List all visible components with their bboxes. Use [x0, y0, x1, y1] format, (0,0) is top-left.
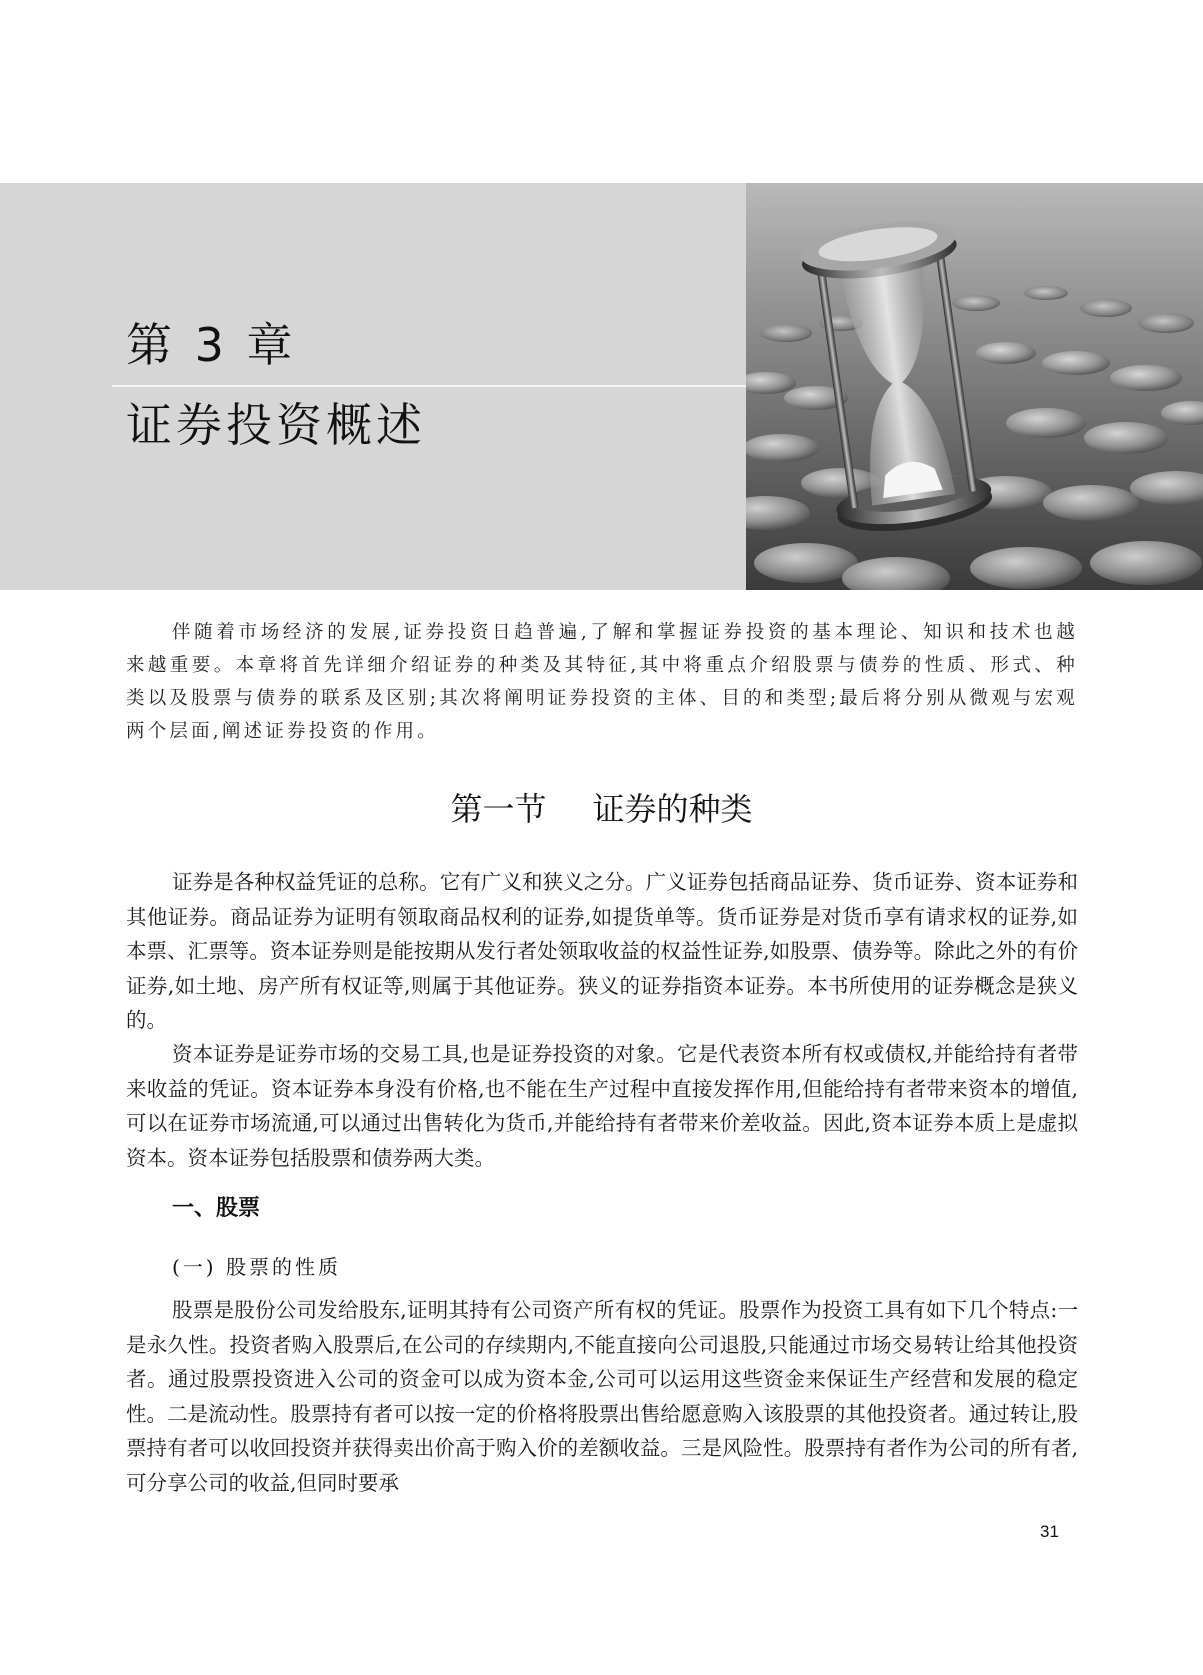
hourglass-coins-image — [746, 183, 1203, 590]
body-paragraph: 资本证券是证券市场的交易工具,也是证券投资的对象。它是代表资本所有权或债权,并能给持有者带来收益的凭证。资本证券本身没有价格,也不能在生产过程中直接发挥作用,但能给持有者带来资本的增值,可以在证券市场流通,可以通过出售转化为货币,并能给持有者带来价差收益。因此,资本证券本质上是虚拟资本。资本证券包括股票和债券两大类。 — [126, 1042, 1078, 1170]
banner-divider — [112, 385, 746, 387]
section-title — [0, 790, 1203, 828]
subsection-heading: 一、股票 — [172, 1196, 261, 1221]
chapter-number: 第 3 章 — [126, 318, 297, 372]
subsubsection-heading: (一) 股票的性质 — [172, 1255, 341, 1279]
body-paragraph: 股票是股份公司发给股东,证明其持有公司资产所有权的凭证。股票作为投资工具有如下几个特点:一是永久性。投资者购入股票后,在公司的存续期内,不能直接向公司退股,只能通过市场交易转让给其他投资者。通过股票投资进入公司的资金可以成为资本金,公司可以运用这些资金来保证生产经营和发展的稳定性。二是流动性。股票持有者可以按一定的价格将股票出售给愿意购入该股票的其他投资者。通过转让,股票持有者可以收回投资并获得卖出价高于购入价的差额收益。三是风险性。股票持有者作为公司的所有者,可分享公司的收益,但同时要承 — [126, 1298, 1078, 1495]
body-paragraph: 证券是各种权益凭证的总称。它有广义和狭义之分。广义证券包括商品证券、货币证券、资本证券和其他证券。商品证券为证明有领取商品权利的证券,如提货单等。货币证券是对货币享有请求权的证券,如本票、汇票等。资本证券则是能按期从发行者处领取收益的权益性证券,如股票、债券等。除此之外的有价证券,如土地、房产所有权证等,则属于其他证券。狭义的证券指资本证券。本书所使用的证券概念是狭义的。 — [126, 870, 1078, 1032]
section-number: 第一节 — [450, 790, 547, 828]
page-number: 31 — [1040, 1522, 1059, 1541]
chapter-title: 证券投资概述 — [126, 398, 426, 452]
section-name: 证券的种类 — [592, 790, 753, 828]
chapter-introduction: 伴随着市场经济的发展,证券投资日趋普遍,了解和掌握证券投资的基本理论、知识和技术也越来越重要。本章将首先详细介绍证券的种类及其特征,其中将重点介绍股票与债券的性质、形式、种类以及股票与债券的联系及区别;其次将阐明证券投资的主体、目的和类型;最后将分别从微观与宏观两个层面,阐述证券投资的作用。 — [126, 622, 1078, 742]
